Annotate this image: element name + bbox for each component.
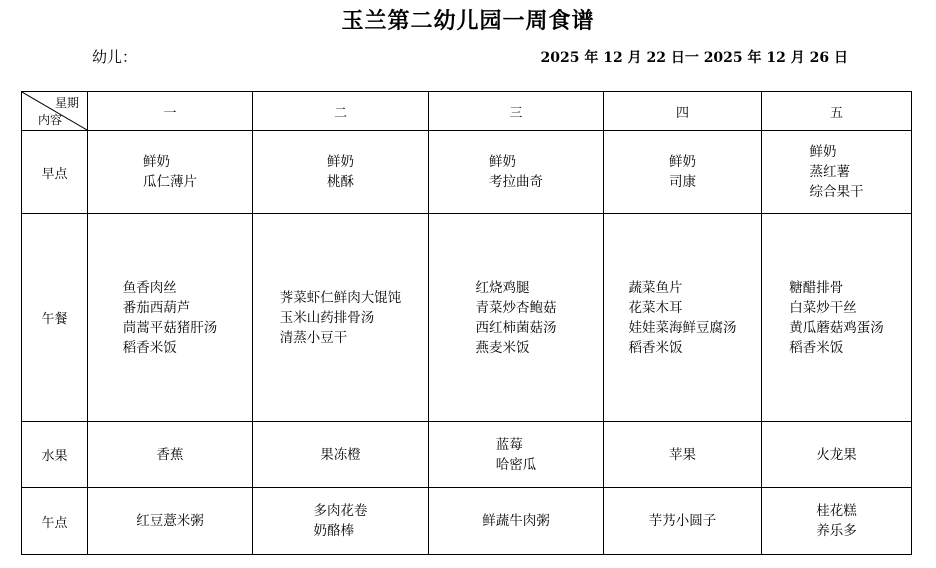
menu-item: 鲜奶: [327, 154, 354, 170]
menu-items: [496, 435, 537, 475]
menu-items: [320, 445, 361, 465]
weekly-menu-table: [21, 91, 912, 555]
day-header-wed: 三: [429, 92, 604, 131]
menu-item: 鲜蔬牛肉粥: [482, 513, 550, 529]
menu-item: 稻香米饭: [122, 339, 177, 356]
day-header-fri: 五: [762, 92, 912, 131]
menu-item: 养乐多: [816, 523, 857, 539]
day-header-thu: 四: [604, 92, 762, 131]
menu-item: 香蕉: [156, 446, 184, 463]
menu-item: 多肉花卷: [313, 503, 368, 519]
menu-item: 考拉曲奇: [489, 174, 543, 190]
menu-items: [816, 445, 857, 465]
menu-item: 糖醋排骨: [789, 279, 844, 296]
header-row: [22, 92, 912, 131]
menu-item: 青菜炒杏鲍菇: [475, 299, 557, 316]
menu-cell: [253, 131, 429, 214]
menu-items: [143, 152, 197, 192]
menu-item: 芋艿小圆子: [648, 513, 717, 529]
menu-item: 稻香米饭: [628, 339, 683, 356]
date-range: 2025 年 12 月 22 日一 2025 年 12 月 26 日: [540, 50, 848, 66]
menu-item: 花菜木耳: [628, 299, 683, 316]
menu-item: 司康: [669, 174, 696, 190]
menu-items: [789, 278, 884, 358]
menu-row-lunch: [22, 214, 912, 422]
menu-item: 蒸红薯: [809, 164, 850, 180]
menu-item: 红豆薏米粥: [136, 513, 204, 529]
menu-item: 蓝莓: [495, 436, 523, 453]
menu-cell: [762, 488, 912, 555]
menu-item: 鱼香肉丝: [122, 279, 177, 296]
menu-cell: [88, 131, 253, 214]
menu-item: 鲜奶: [489, 154, 516, 170]
row-label-snack: 午点: [22, 488, 88, 555]
corner-cell: [22, 92, 88, 131]
menu-cell: [88, 214, 253, 422]
menu-item: 火龙果: [816, 446, 857, 463]
menu-item: 白菜炒干丝: [789, 299, 857, 316]
day-header-tue: 二: [253, 92, 429, 131]
menu-cell: [604, 422, 762, 488]
menu-item: 鲜奶: [143, 154, 170, 170]
menu-cell: [88, 488, 253, 555]
menu-item: 奶酪棒: [313, 523, 354, 539]
menu-items: [157, 445, 184, 465]
menu-items: [669, 152, 696, 192]
menu-cell: [253, 488, 429, 555]
menu-item: 果冻橙: [320, 446, 361, 463]
menu-items: [123, 278, 218, 358]
menu-items: [669, 445, 696, 465]
menu-items: [649, 511, 717, 531]
menu-items: [327, 152, 354, 192]
menu-items: [314, 501, 368, 541]
menu-cell: [253, 214, 429, 422]
menu-row-snack: [22, 488, 912, 555]
menu-item: 燕麦米饭: [475, 339, 530, 356]
menu-item: 桂花糕: [816, 503, 857, 519]
menu-cell: [429, 488, 604, 555]
row-label-breakfast: 早点: [22, 131, 88, 214]
menu-cell: [429, 214, 604, 422]
menu-item: 鲜奶: [809, 144, 837, 160]
day-header-mon: 一: [88, 92, 253, 131]
menu-item: 桃酥: [327, 174, 354, 190]
menu-items: [629, 278, 737, 358]
menu-item: 茼蒿平菇猪肝汤: [122, 319, 218, 336]
row-label-lunch: 午餐: [22, 214, 88, 422]
menu-item: 鲜奶: [669, 154, 696, 170]
corner-weekday-label: 星期: [54, 96, 79, 110]
page-title: 玉兰第二幼儿园一周食谱: [341, 8, 595, 34]
menu-item: 综合果干: [809, 184, 864, 200]
menu-cell: [762, 422, 912, 488]
menu-item: 苹果: [669, 446, 696, 463]
menu-cell: [429, 422, 604, 488]
menu-cell: [604, 488, 762, 555]
menu-item: 哈密瓜: [495, 456, 537, 473]
child-label: 幼儿：: [92, 48, 138, 66]
menu-item: 娃娃菜海鲜豆腐汤: [628, 319, 737, 336]
menu-item: 红烧鸡腿: [475, 279, 530, 296]
menu-items: [482, 511, 550, 531]
menu-item: 荠菜虾仁鲜肉大馄饨: [279, 289, 402, 306]
menu-row-fruit: [22, 422, 912, 488]
menu-items: [810, 142, 864, 202]
row-label-fruit: 水果: [22, 422, 88, 488]
menu-items: [280, 288, 402, 348]
menu-item: 西红柿菌菇汤: [475, 319, 557, 336]
menu-cell: [604, 214, 762, 422]
menu-cell: [604, 131, 762, 214]
menu-item: 蔬菜鱼片: [628, 279, 683, 296]
menu-cell: [762, 131, 912, 214]
menu-cell: [762, 214, 912, 422]
menu-row-breakfast: [22, 131, 912, 214]
menu-item: 清蒸小豆干: [279, 329, 348, 346]
menu-item: 稻香米饭: [789, 339, 844, 356]
menu-item: 瓜仁薄片: [143, 174, 197, 190]
menu-cell: [253, 422, 429, 488]
menu-items: [489, 152, 543, 192]
menu-cell: [88, 422, 253, 488]
menu-items: [816, 501, 857, 541]
corner-content-label: 内容: [38, 113, 63, 127]
menu-item: 黄瓜蘑菇鸡蛋汤: [789, 319, 884, 336]
menu-item: 玉米山药排骨汤: [279, 309, 375, 326]
menu-items: [136, 511, 204, 531]
menu-items: [476, 278, 557, 358]
menu-item: 番茄西葫芦: [122, 299, 191, 316]
menu-cell: [429, 131, 604, 214]
